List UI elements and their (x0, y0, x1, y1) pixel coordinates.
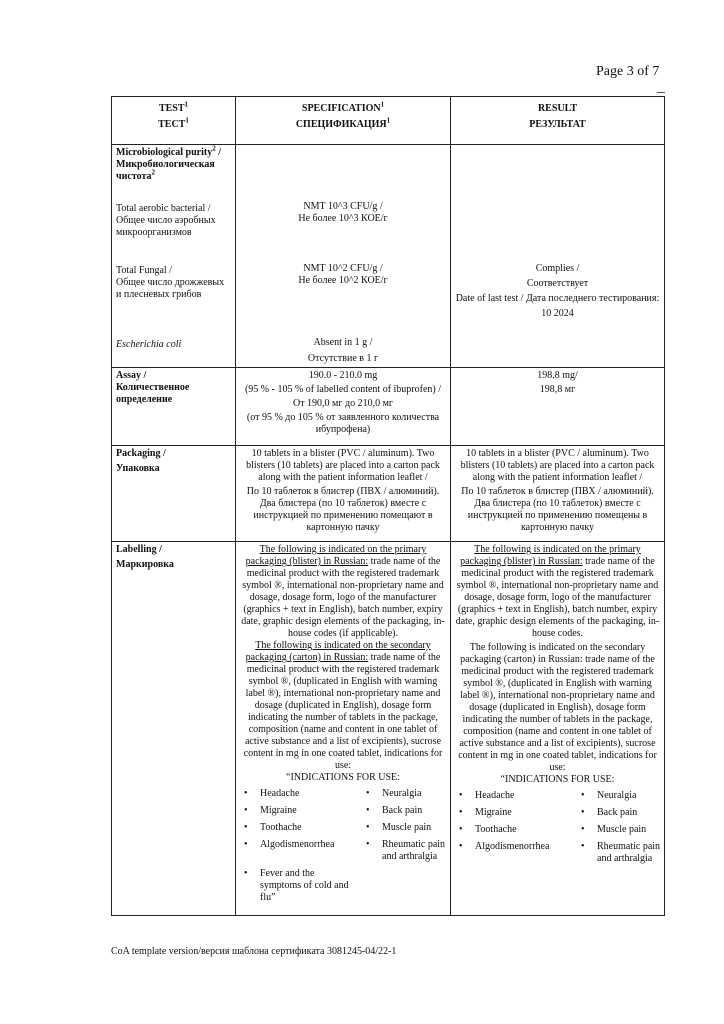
packaging-result-cell (451, 446, 665, 542)
micro-title: Microbiological purity$^2$ / (116, 144, 221, 158)
indication-item: • Back pain (362, 805, 452, 817)
labelling-spec-secondary: The following is indicated on the secondary packaging (carton) in Russian: trade name of the medicinal product with the registered trademark symbol ®, (duplicated in English with warning label ®), international non-proprietary name and dosage (duplicated in English), dosage form indicating the number of tablets in the package, composition (name and content in one tablet of active substance and a list of excipients), sucrose content in mg in one coated tablet, indications for use: (243, 640, 443, 771)
indication-item: • Algodismenorrhea (455, 841, 573, 865)
indication-item: • Rheumatic pain and arthralgia (577, 841, 667, 865)
header-test: TEST$^1$ ТЕСТ$^1$ (112, 97, 236, 145)
table-row-assay (112, 368, 665, 446)
spec-indications-list (240, 788, 446, 909)
page-number: Page 3 of 7 (596, 64, 660, 79)
assay-label-ru: Количественное определение (116, 382, 190, 405)
indication-item: • Migraine (240, 805, 358, 817)
micro-result: Complies / (535, 263, 580, 274)
assay-spec-range-ru: От 190,0 мг до 210,0 мг (292, 398, 394, 409)
indication-item: • Rheumatic pain and arthralgia (362, 839, 452, 863)
micro-spec-cell (236, 145, 451, 368)
indication-item: • Algodismenorrhea (240, 839, 358, 863)
last-test-date: 10 2024 (541, 308, 574, 319)
spec-indications-title: “INDICATIONS FOR USE: (286, 772, 400, 783)
packaging-label-ru: Упаковка (116, 463, 160, 474)
assay-label: Assay / (116, 370, 147, 381)
labelling-result-cell (451, 542, 665, 916)
fungal-spec-ru: Не более 10^2 КОЕ/г (298, 275, 388, 286)
labelling-label-ru: Маркировка (116, 559, 174, 570)
assay-result: 198.8 mg/ (537, 370, 578, 381)
packaging-test-cell (112, 446, 236, 542)
aerobic-spec: NMT 10^3 CFU/g / (303, 201, 383, 212)
labelling-result-primary: The following is indicated on the primary packaging (blister) in Russian: trade name of the medicinal product with the registered trademark symbol ®, international non-proprietary name and dosage, dosage form, logo of the manufacturer (graphics + text in English), batch number, expiry date, graphic design elements of the packaging, in-house codes. (455, 544, 660, 639)
footer-template-version: CoA template version/версия шаблона сертификата 3081245-04/22-1 (111, 946, 397, 957)
indication-item: • Neuralgia (577, 790, 667, 802)
assay-spec-cell (236, 368, 451, 446)
table-row-microbiology (112, 145, 665, 368)
fungal-label-ru: Общее число дрожжевых и плесневых грибов (116, 277, 225, 300)
indication-item: • Neuralgia (362, 788, 452, 800)
micro-result-ru: Соответствует (526, 278, 589, 289)
indication-item: • Headache (240, 788, 358, 800)
labelling-result-secondary: The following is indicated on the secondary packaging (carton) in Russian: trade name of the medicinal product with the registered trademark symbol ®, (duplicated in English with warning label ®), international non-proprietary name and dosage (duplicated in English), dosage form indicating the number of tablets in the package, composition (name and content in one tablet of active substance and a list of excipients), sucrose content in mg in one coated tablet, indications for use: (458, 642, 657, 773)
coa-table (111, 96, 665, 916)
result-indications-title: “INDICATIONS FOR USE: (500, 774, 615, 785)
labelling-label: Labelling / (116, 544, 162, 555)
ecoli-spec-ru: Отсутствие в 1 г (307, 353, 379, 364)
packaging-label: Packaging / (116, 448, 166, 459)
indication-item: • Back pain (577, 807, 667, 819)
micro-title-ru: Микробиологическая чистота$^2$ (116, 159, 215, 182)
packaging-result: 10 tablets in a blister (PVC / aluminum). Two blisters (10 tablets) are placed into a carton pack along with the patient information leaflet / (460, 448, 655, 483)
ecoli-spec: Absent in 1 g / (313, 337, 373, 348)
fungal-spec: NMT 10^2 CFU/g / (303, 263, 383, 274)
table-header-row (112, 97, 665, 145)
packaging-spec-ru: По 10 таблеток в блистер (ПВХ / алюминий). Два блистера (по 10 таблеток) вместе с инструкцией по применению помещают в картонную пачку (246, 486, 440, 533)
indication-item: • Migraine (455, 807, 573, 819)
assay-result-cell (451, 368, 665, 446)
packaging-result-ru: По 10 таблеток в блистер (ПВХ / алюминий). Два блистера (по 10 таблеток) вместе с инструкцией по применению помещены в картонную пачку (461, 486, 654, 533)
result-indications-list (455, 790, 660, 870)
packaging-spec: 10 tablets in a blister (PVC / aluminum). Two blisters (10 tablets) are placed into a carton pack along with the patient information leaflet / (246, 448, 440, 483)
micro-test-cell (112, 145, 236, 368)
last-test-label: Date of last test / Дата последнего тестирования: (455, 293, 660, 304)
labelling-spec-cell (236, 542, 451, 916)
labelling-spec-primary: The following is indicated on the primary packaging (blister) in Russian: trade name of the medicinal product with the registered trademark symbol ®, international non-proprietary name and dosage, dosage form, logo of the manufacturer (graphics + text in English), batch number, expiry date, graphic design elements of the packaging, in-house codes (if applicable). (241, 544, 445, 639)
header-specification: SPECIFICATION$^1$ СПЕЦИФИКАЦИЯ$^1$ (236, 97, 451, 145)
fungal-label: Total Fungal / (116, 265, 172, 276)
table-row-packaging (112, 446, 665, 542)
indication-item: • Fever and the symptoms of cold and flu” (240, 868, 358, 904)
ecoli-label: Escherichia coli (116, 339, 182, 350)
margin-mark (657, 92, 665, 93)
assay-spec-pct: (95 % - 105 % of labelled content of ibuprofen) / (244, 384, 442, 395)
indication-item: • Toothache (455, 824, 573, 836)
aerobic-spec-ru: Не более 10^3 КОЕ/г (298, 213, 388, 224)
header-result: RESULT РЕЗУЛЬТАТ (451, 97, 665, 145)
micro-result-cell (451, 145, 665, 368)
labelling-test-cell (112, 542, 236, 916)
packaging-spec-cell (236, 446, 451, 542)
assay-spec-range: 190.0 - 210.0 mg (308, 370, 378, 381)
indication-item: • Muscle pain (577, 824, 667, 836)
aerobic-label: Total aerobic bacterial / (116, 203, 211, 214)
indication-item: • Toothache (240, 822, 358, 834)
assay-test-cell (112, 368, 236, 446)
aerobic-label-ru: Общее число аэробных микроорганизмов (116, 215, 216, 238)
assay-result-ru: 198,8 мг (539, 384, 576, 395)
assay-spec-pct-ru: (от 95 % до 105 % от заявленного количества ибупрофена) (246, 412, 440, 435)
indication-item: • Muscle pain (362, 822, 452, 834)
table-row-labelling (112, 542, 665, 916)
indication-item: • Headache (455, 790, 573, 802)
